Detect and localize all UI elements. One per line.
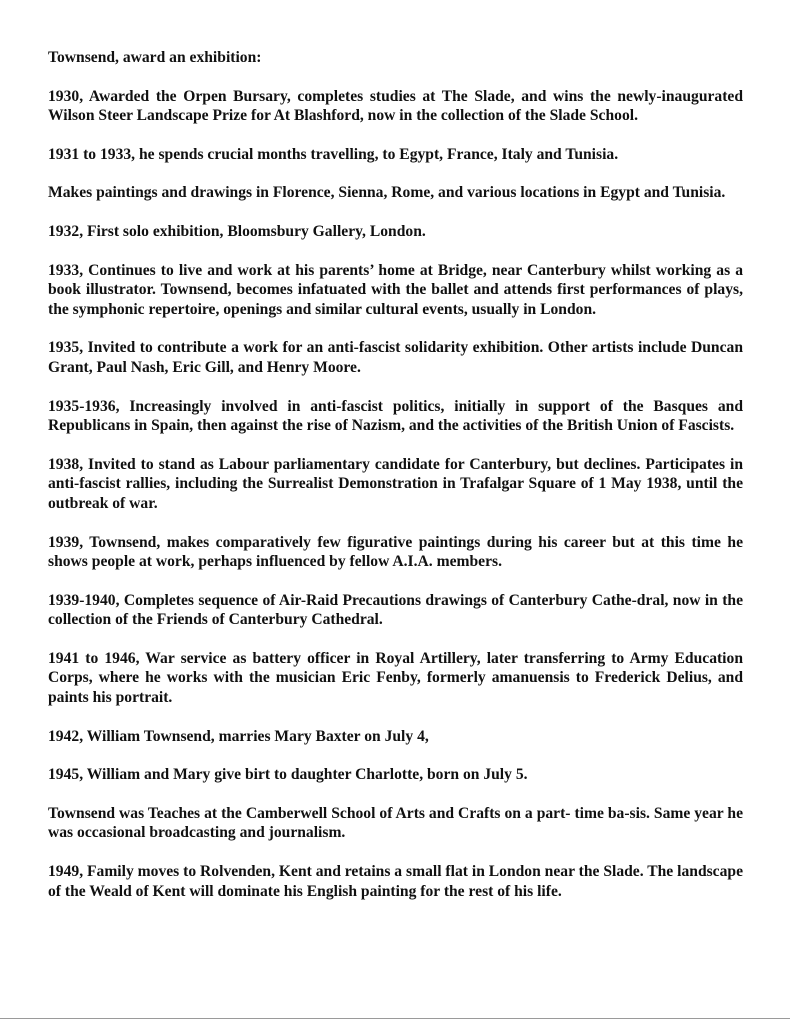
bottom-rule — [0, 1018, 790, 1019]
paragraph-1931-1933: 1931 to 1933, he spends crucial months travelling, to Egypt, France, Italy and Tunisia. — [48, 145, 619, 163]
paragraph-1935: 1935, Invited to contribute a work for an anti-fascist solidarity exhibition. Other artists include Duncan Grant, Paul Nash, Eric Gill, and Henry Moore. — [48, 339, 743, 376]
paragraph-1949: 1949, Family moves to Rolvenden, Kent and retains a small flat in London near the Slade. The landscape of the Weald of Kent will dominate his English painting for the rest of his life. — [48, 863, 743, 900]
paragraph-camberwell: Townsend was Teaches at the Camberwell School of Arts and Crafts on a part- time ba-sis. Same year he was occasional broadcasting and journalism. — [48, 804, 743, 842]
paragraph-1942: 1942, William Townsend, marries Mary Baxter on July 4, — [48, 727, 429, 745]
paragraph-1933: 1933, Continues to live and work at his parents’ home at Bridge, near Canterbury whilst working as a book illustrator. Townsend, becomes infatuated with the ballet and attends first performances of plays, the symphonic repertoire, openings and similar cultural events, usually in London. — [48, 261, 743, 318]
paragraph-1939: 1939, Townsend, makes comparatively few figurative paintings during his career but at this time he shows people at work, perhaps influenced by fellow A.I.A. members. — [48, 533, 743, 571]
paragraph-1932: 1932, First solo exhibition, Bloomsbury Gallery, London. — [48, 222, 426, 240]
paragraph-1930: 1930, Awarded the Orpen Bursary, completes studies at The Slade, and wins the newly-inaugurated Wilson Steer Landscape Prize for At Blashford, now in the collection of the Slade School. — [48, 87, 743, 125]
paragraph-1935-1936: 1935-1936, Increasingly involved in anti-fascist politics, initially in support of the Basques and Republicans in Spain, then against the rise of Nazism, and the activities of the British Union of Fascists. — [48, 397, 743, 435]
document-body — [48, 48, 743, 920]
paragraph-1939-1940: 1939-1940, Completes sequence of Air-Raid Precautions drawings of Canterbury Cathe-dral, now in the collection of the Friends of Canterbury Cathedral. — [48, 591, 743, 629]
paragraph-paintings: Makes paintings and drawings in Florence, Sienna, Rome, and various locations in Egypt and Tunisia. — [48, 184, 726, 202]
paragraph-1938: 1938, Invited to stand as Labour parliamentary candidate for Canterbury, but declines. Participates in anti-fascist rallies, including the Surrealist Demonstration in Trafalgar Square of 1 May 1938, until the outbreak of war. — [48, 455, 743, 512]
paragraph-1941-1946: 1941 to 1946, War service as battery officer in Royal Artillery, later transferring to Army Education Corps, where he works with the musician Eric Fenby, formerly amanuensis to Frederick Delius, and paints his portrait. — [48, 649, 743, 707]
paragraph-intro: Townsend, award an exhibition: — [48, 49, 262, 66]
paragraph-1945: 1945, William and Mary give birt to daughter Charlotte, born on July 5. — [48, 766, 528, 784]
